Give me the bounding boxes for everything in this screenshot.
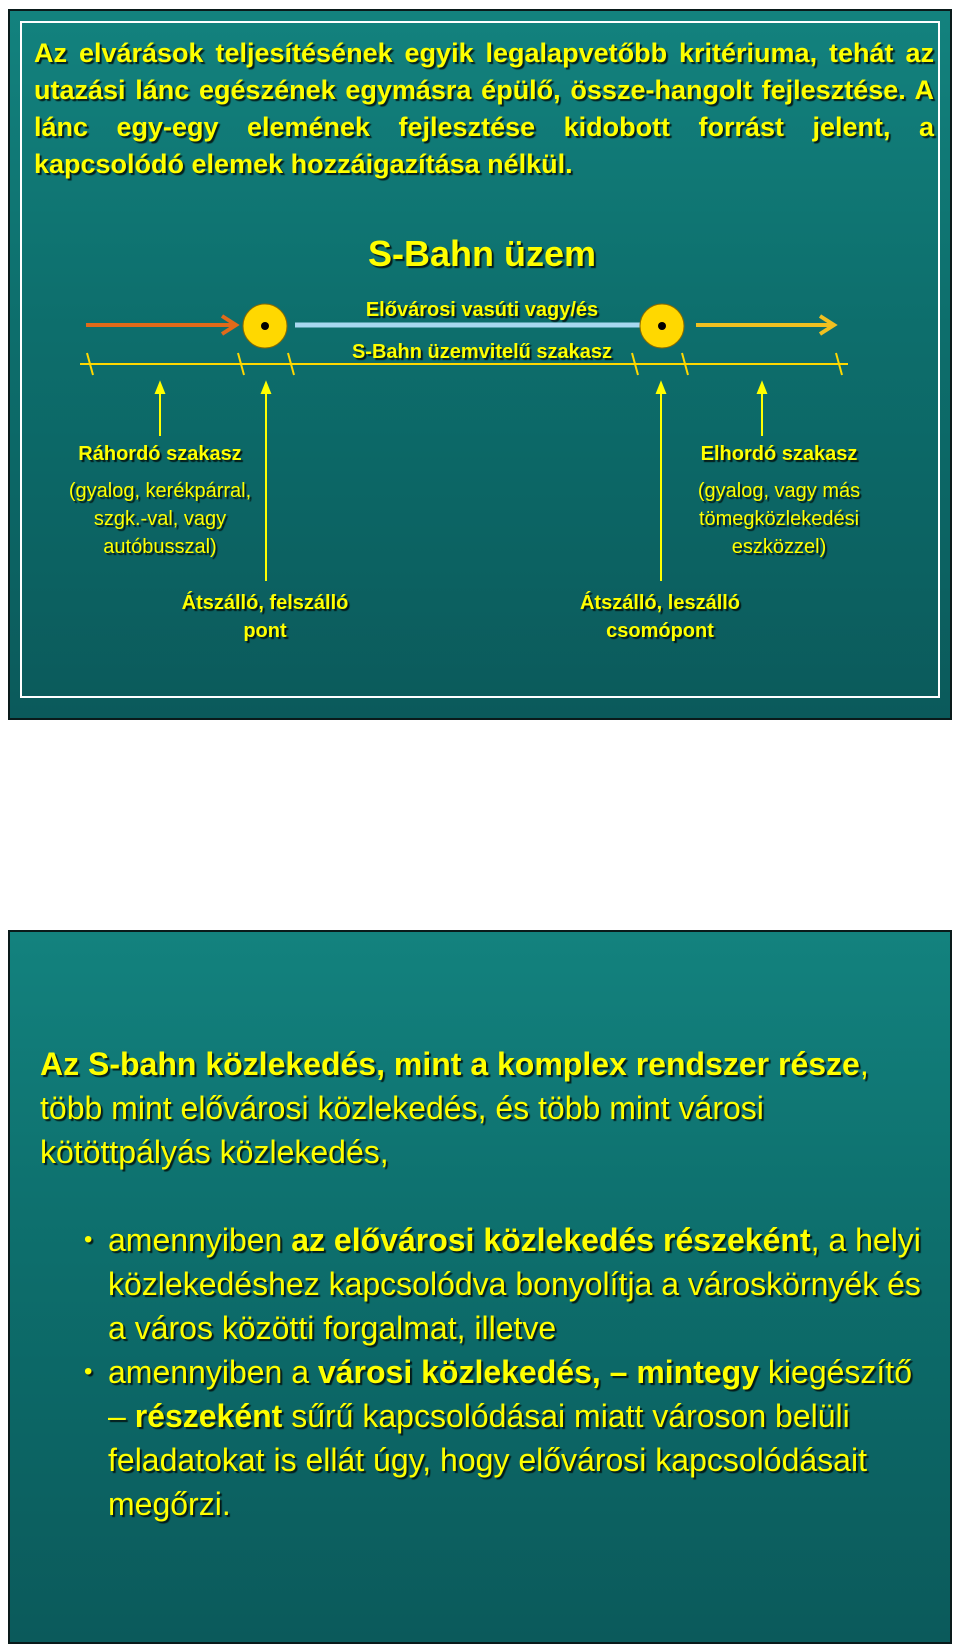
bullet-dot-icon: • xyxy=(84,1226,93,1253)
bullet-dot-icon: • xyxy=(84,1358,93,1385)
transfer-alighting-label: Átszálló, leszálló csomópont xyxy=(579,592,741,642)
bullet-1-text-b: , a helyi közlekedéshez kapcsolódva bonyolítja a városkörnyék és a város közötti forgalmat, illetve xyxy=(108,1222,921,1346)
distributor-section-title: Elhordó szakasz xyxy=(700,443,858,465)
diagram-title: S-Bahn üzem xyxy=(367,233,597,274)
bullet-item-2 xyxy=(84,1350,934,1526)
feeder-section-text: (gyalog, kerékpárral, szgk.-val, vagy autóbusszal) xyxy=(68,480,252,558)
slide-2-heading xyxy=(40,1042,920,1174)
feeder-section-title: Ráhordó szakasz xyxy=(78,443,242,465)
bullet-1-text-a: amennyiben xyxy=(108,1222,292,1258)
bullet-list xyxy=(84,1218,934,1526)
bullet-2-text-c: sűrű kapcsolódásai miatt városon belüli feladatokat is ellát úgy, hogy elővárosi kapcsolódásait megőrzi. xyxy=(108,1398,867,1522)
distributor-section-text: (gyalog, vagy más tömegközlekedési eszközzel) xyxy=(697,480,861,558)
transfer-boarding-label: Átszálló, felszálló pont xyxy=(181,592,349,642)
bullet-2-bold-a: városi közlekedés, – mintegy xyxy=(317,1354,760,1390)
bullet-2-bold-b: részeként xyxy=(134,1398,283,1434)
rail-segment-label-top: Elővárosi vasúti vagy/és xyxy=(365,299,599,321)
heading-rest: , több mint elővárosi közlekedés, és több mint városi kötöttpályás közlekedés, xyxy=(40,1046,869,1170)
heading-bold: Az S-bahn közlekedés, mint a komplex rendszer része xyxy=(40,1046,860,1082)
bullet-2-text-b: kiegészítő – xyxy=(108,1354,912,1434)
slide-1 xyxy=(8,9,952,720)
rail-segment-label-bottom: S-Bahn üzemvitelű szakasz xyxy=(351,341,613,363)
bullet-1-bold: az elővárosi közlekedés részeként xyxy=(291,1222,811,1258)
travel-chain-diagram xyxy=(10,11,952,720)
bullet-item-1 xyxy=(84,1218,934,1350)
intro-paragraph: Az elvárások teljesítésének egyik legalapvetőbb kritériuma, tehát az utazási lánc egészének egymásra épülő, össze-hangolt fejlesztése. A lánc egy-egy elemének fejlesztése kidobott forrást jelent, a kapcsolódó elemek hozzáigazítása nélkül. xyxy=(34,38,934,179)
bullet-2-text-a: amennyiben a xyxy=(108,1354,318,1390)
